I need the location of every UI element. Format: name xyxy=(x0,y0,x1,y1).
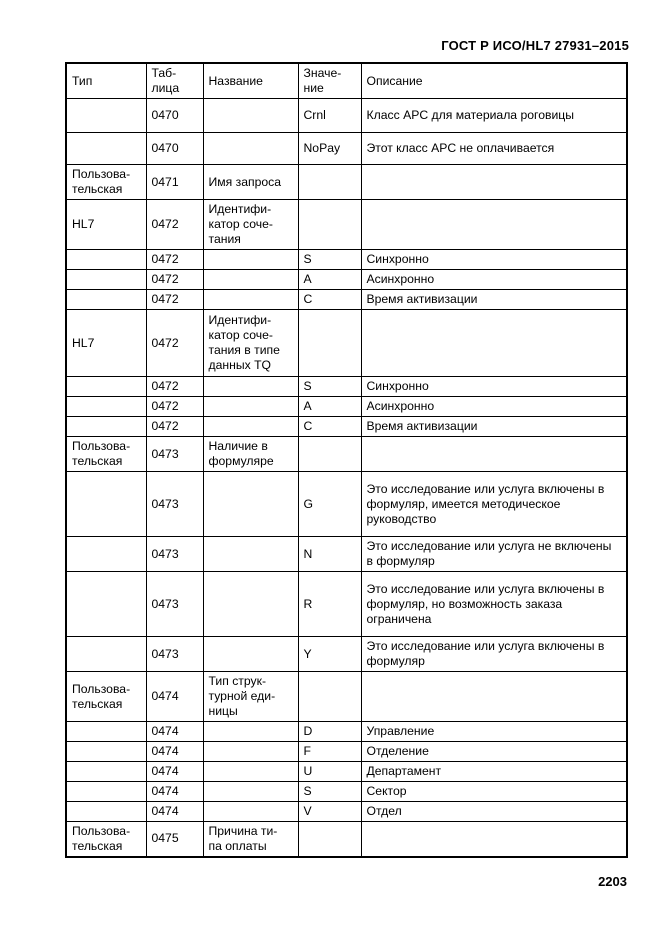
cell-description xyxy=(361,437,627,472)
table-row xyxy=(66,782,627,802)
table-row xyxy=(66,802,627,822)
cell-value: Crnl xyxy=(298,99,361,133)
cell-table: 0472 xyxy=(146,377,203,397)
cell-value: V xyxy=(298,802,361,822)
cell-description: Отделение xyxy=(361,742,627,762)
cell-value: F xyxy=(298,742,361,762)
cell-table: 0472 xyxy=(146,250,203,270)
cell-type xyxy=(66,472,146,537)
cell-value: U xyxy=(298,762,361,782)
cell-name: Идентифи- катор сочe- тания в типе данных TQ xyxy=(203,310,298,377)
table-row xyxy=(66,572,627,637)
cell-value xyxy=(298,822,361,857)
cell-description: Это исследование или услуга включены в формуляр, имеется методическое руководство xyxy=(361,472,627,537)
cell-table: 0473 xyxy=(146,537,203,572)
cell-value: R xyxy=(298,572,361,637)
cell-value xyxy=(298,672,361,722)
cell-table: 0473 xyxy=(146,572,203,637)
cell-description: Это исследование или услуга не включены в формуляр xyxy=(361,537,627,572)
cell-name xyxy=(203,270,298,290)
table-row xyxy=(66,250,627,270)
cell-description xyxy=(361,200,627,250)
cell-table: 0474 xyxy=(146,742,203,762)
cell-table: 0470 xyxy=(146,133,203,165)
cell-table: 0475 xyxy=(146,822,203,857)
cell-type xyxy=(66,722,146,742)
cell-name xyxy=(203,537,298,572)
codes-table xyxy=(65,62,628,858)
cell-table: 0473 xyxy=(146,637,203,672)
cell-value: C xyxy=(298,417,361,437)
cell-name xyxy=(203,802,298,822)
header-table: Таб- лица xyxy=(146,63,203,99)
cell-description: Синхронно xyxy=(361,377,627,397)
cell-type xyxy=(66,782,146,802)
cell-value: G xyxy=(298,472,361,537)
header-value: Значе- ние xyxy=(298,63,361,99)
table-row xyxy=(66,822,627,857)
cell-value: Y xyxy=(298,637,361,672)
cell-type xyxy=(66,250,146,270)
cell-table: 0473 xyxy=(146,437,203,472)
cell-name: Идентифи- катор сочe- тания xyxy=(203,200,298,250)
cell-type xyxy=(66,742,146,762)
table-row xyxy=(66,637,627,672)
cell-type: Пользова- тельская xyxy=(66,165,146,200)
cell-table: 0472 xyxy=(146,200,203,250)
table-row xyxy=(66,472,627,537)
cell-name: Тип струк- турной еди- ницы xyxy=(203,672,298,722)
table-row xyxy=(66,742,627,762)
cell-table: 0472 xyxy=(146,397,203,417)
cell-description xyxy=(361,672,627,722)
cell-value: S xyxy=(298,782,361,802)
cell-name xyxy=(203,417,298,437)
cell-table: 0474 xyxy=(146,722,203,742)
table-row xyxy=(66,537,627,572)
cell-name xyxy=(203,637,298,672)
cell-type: Пользова- тельская xyxy=(66,672,146,722)
page-number: 2203 xyxy=(598,874,627,889)
cell-name xyxy=(203,377,298,397)
cell-value xyxy=(298,165,361,200)
cell-name xyxy=(203,722,298,742)
cell-description: Департамент xyxy=(361,762,627,782)
cell-description: Асинхронно xyxy=(361,270,627,290)
cell-name xyxy=(203,782,298,802)
cell-name xyxy=(203,99,298,133)
cell-table: 0472 xyxy=(146,270,203,290)
cell-type xyxy=(66,133,146,165)
cell-type: HL7 xyxy=(66,200,146,250)
cell-type xyxy=(66,417,146,437)
cell-name xyxy=(203,133,298,165)
cell-type xyxy=(66,397,146,417)
table-row xyxy=(66,377,627,397)
table-row xyxy=(66,270,627,290)
cell-table: 0474 xyxy=(146,802,203,822)
cell-name: Наличие в формуляре xyxy=(203,437,298,472)
cell-name: Имя запроса xyxy=(203,165,298,200)
cell-value xyxy=(298,437,361,472)
cell-table: 0473 xyxy=(146,472,203,537)
cell-description: Асинхронно xyxy=(361,397,627,417)
cell-description xyxy=(361,822,627,857)
cell-table: 0472 xyxy=(146,417,203,437)
cell-name xyxy=(203,472,298,537)
cell-description: Отдел xyxy=(361,802,627,822)
header-type: Тип xyxy=(66,63,146,99)
table-row xyxy=(66,397,627,417)
cell-name xyxy=(203,290,298,310)
cell-table: 0471 xyxy=(146,165,203,200)
cell-description: Этот класс APC не оплачивается xyxy=(361,133,627,165)
table-row xyxy=(66,200,627,250)
cell-type xyxy=(66,802,146,822)
table-row xyxy=(66,417,627,437)
table-row xyxy=(66,437,627,472)
cell-description xyxy=(361,165,627,200)
cell-type xyxy=(66,99,146,133)
cell-type: Пользова- тельская xyxy=(66,437,146,472)
cell-description: Время активизации xyxy=(361,417,627,437)
cell-value: S xyxy=(298,377,361,397)
cell-table: 0474 xyxy=(146,782,203,802)
table-row xyxy=(66,290,627,310)
table-row xyxy=(66,99,627,133)
cell-description: Это исследование или услуга включены в формуляр xyxy=(361,637,627,672)
cell-table: 0474 xyxy=(146,762,203,782)
cell-value: A xyxy=(298,270,361,290)
cell-type xyxy=(66,537,146,572)
cell-description: Синхронно xyxy=(361,250,627,270)
cell-table: 0474 xyxy=(146,672,203,722)
cell-table: 0472 xyxy=(146,290,203,310)
cell-value: C xyxy=(298,290,361,310)
cell-type xyxy=(66,572,146,637)
header-description: Описание xyxy=(361,63,627,99)
cell-description: Управление xyxy=(361,722,627,742)
cell-type xyxy=(66,377,146,397)
cell-type xyxy=(66,637,146,672)
cell-name: Причина ти- па оплаты xyxy=(203,822,298,857)
cell-type xyxy=(66,270,146,290)
cell-value: D xyxy=(298,722,361,742)
cell-value xyxy=(298,310,361,377)
table-row xyxy=(66,133,627,165)
document-standard-header: ГОСТ Р ИСО/HL7 27931–2015 xyxy=(441,38,629,53)
cell-type: Пользова- тельская xyxy=(66,822,146,857)
cell-value xyxy=(298,200,361,250)
cell-description xyxy=(361,310,627,377)
cell-table: 0470 xyxy=(146,99,203,133)
cell-value: NoPay xyxy=(298,133,361,165)
cell-type xyxy=(66,290,146,310)
cell-name xyxy=(203,397,298,417)
table-row xyxy=(66,165,627,200)
table-row xyxy=(66,310,627,377)
table-row xyxy=(66,722,627,742)
cell-name xyxy=(203,250,298,270)
cell-description: Это исследование или услуга включены в формуляр, но возможность заказа ограничена xyxy=(361,572,627,637)
cell-type xyxy=(66,762,146,782)
header-name: Название xyxy=(203,63,298,99)
table-row xyxy=(66,762,627,782)
cell-table: 0472 xyxy=(146,310,203,377)
cell-name xyxy=(203,762,298,782)
cell-value: S xyxy=(298,250,361,270)
cell-description: Время активизации xyxy=(361,290,627,310)
cell-type: HL7 xyxy=(66,310,146,377)
table-header-row xyxy=(66,63,627,99)
table-row xyxy=(66,672,627,722)
cell-value: N xyxy=(298,537,361,572)
cell-description: Класс APC для материала роговицы xyxy=(361,99,627,133)
cell-description: Сектор xyxy=(361,782,627,802)
cell-name xyxy=(203,572,298,637)
cell-value: A xyxy=(298,397,361,417)
cell-name xyxy=(203,742,298,762)
